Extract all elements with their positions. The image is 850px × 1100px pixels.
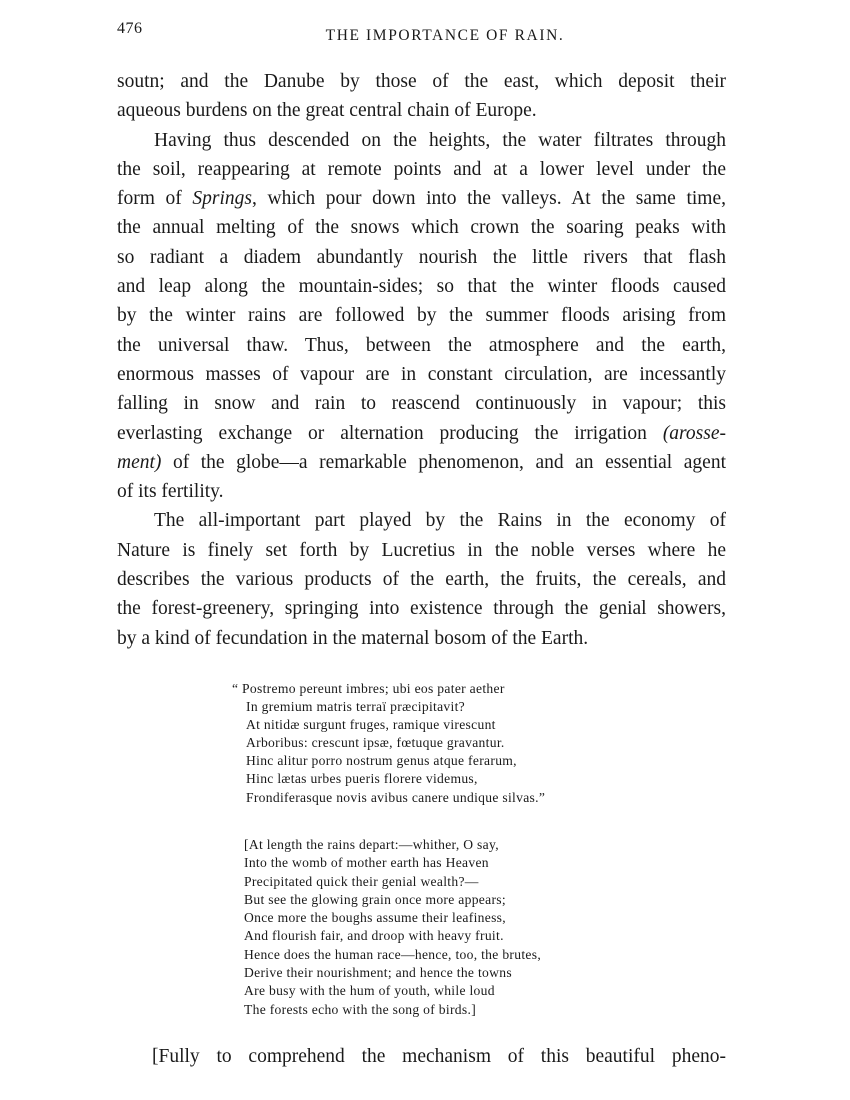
verse-line: Into the womb of mother earth has Heaven bbox=[244, 855, 489, 871]
verse-line: Frondiferasque novis avibus canere undique silvas.” bbox=[246, 789, 546, 805]
closing-line: [Fully to comprehend the mechanism of this beautiful pheno- bbox=[152, 1046, 726, 1067]
page-number: 476 bbox=[117, 20, 143, 37]
text-line: everlasting exchange or alternation producing the irrigation (arosse- bbox=[117, 422, 726, 444]
text-line: falling in snow and rain to reascend continuously in vapour; this bbox=[117, 393, 726, 415]
text-line: by the winter rains are followed by the summer floods arising from bbox=[117, 305, 726, 327]
text-line: the forest-greenery, springing into existence through the genial showers, bbox=[117, 598, 726, 620]
running-head: THE IMPORTANCE OF RAIN. bbox=[325, 27, 565, 44]
verse-line: And flourish fair, and droop with heavy fruit. bbox=[244, 928, 504, 944]
paragraph-2 bbox=[117, 126, 726, 507]
verse-line: Arboribus: crescunt ipsæ, fœtuque gravantur. bbox=[246, 735, 505, 751]
verse-line: Precipitated quick their genial wealth?— bbox=[244, 873, 479, 889]
text-line: aqueous burdens on the great central chain of Europe. bbox=[117, 100, 537, 122]
verse-line: “ Postremo pereunt imbres; ubi eos pater aether bbox=[232, 681, 505, 696]
verse-line: Hinc alitur porro nostrum genus atque ferarum, bbox=[246, 753, 517, 769]
text-line: so radiant a diadem abundantly nourish the little rivers that flash bbox=[117, 246, 726, 268]
verse-line: Derive their nourishment; and hence the towns bbox=[244, 965, 512, 981]
paragraph-3 bbox=[117, 506, 726, 652]
text-line: The all-important part played by the Rains in the economy of bbox=[154, 510, 726, 532]
text-line: form of Springs, which pour down into the valleys. At the same time, bbox=[117, 188, 726, 210]
text-line: describes the various products of the earth, the fruits, the cereals, and bbox=[117, 569, 726, 591]
verse-line: Hence does the human race—hence, too, the brutes, bbox=[244, 946, 542, 962]
verse-line: Are busy with the hum of youth, while loud bbox=[244, 983, 495, 999]
text-line: enormous masses of vapour are in constant circulation, are incessantly bbox=[117, 363, 726, 385]
paragraph-1 bbox=[117, 67, 726, 126]
text-line: Nature is finely set forth by Lucretius in the noble verses where he bbox=[117, 539, 726, 561]
text-line: the annual melting of the snows which crown the soaring peaks with bbox=[117, 217, 726, 239]
text-line: by a kind of fecundation in the maternal bosom of the Earth. bbox=[117, 627, 589, 649]
verse-line: At nitidæ surgunt fruges, ramique virescunt bbox=[246, 717, 496, 733]
text-line: the soil, reappearing at remote points and at a lower level under the bbox=[117, 158, 726, 180]
text-line: ment) of the globe—a remarkable phenomenon, and an essential agent bbox=[117, 451, 726, 473]
text-line: and leap along the mountain-sides; so that the winter floods caused bbox=[117, 276, 726, 298]
verse-line: Once more the boughs assume their leafiness, bbox=[244, 910, 506, 926]
verse-line: [At length the rains depart:—whither, O say, bbox=[244, 837, 499, 852]
translation-verse bbox=[244, 836, 541, 1019]
text-line: the universal thaw. Thus, between the atmosphere and the earth, bbox=[117, 334, 726, 356]
body-text bbox=[117, 67, 726, 653]
verse-line: But see the glowing grain once more appears; bbox=[244, 891, 506, 907]
text-line: soutn; and the Danube by those of the east, which deposit their bbox=[117, 71, 726, 92]
verse-line: The forests echo with the song of birds.] bbox=[244, 1001, 477, 1017]
verse-line: In gremium matris terraï præcipitavit? bbox=[246, 699, 466, 715]
latin-verse bbox=[232, 680, 545, 807]
text-line: Having thus descended on the heights, the water filtrates through bbox=[154, 129, 726, 151]
verse-line: Hinc lætas urbes pueris florere videmus, bbox=[246, 771, 478, 787]
text-line: of its fertility. bbox=[117, 481, 224, 503]
